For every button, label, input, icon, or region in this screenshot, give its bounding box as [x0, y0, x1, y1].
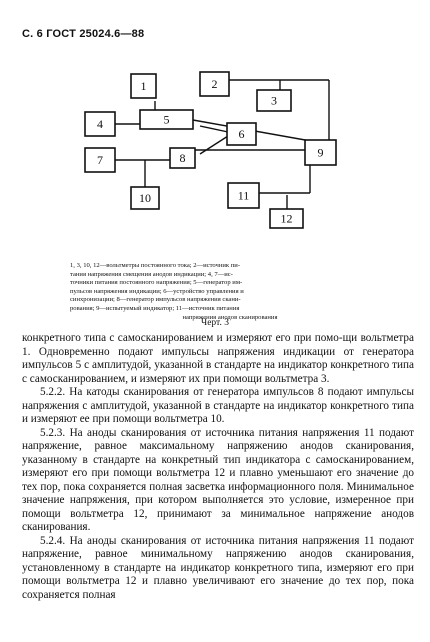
svg-text:6: 6 [238, 127, 245, 141]
paragraph: конкретного типа с самосканированием и измеряют его при помо-щи вольтметра 1. Одновременно подают импульсы напряжения индикации от генератора импульсов 5 с амплитудой, указанной в стандарте на индикатор конкретного типа с самосканированием, и измеряют их при помощи вольтметра 3. [22, 332, 414, 385]
svg-text:3: 3 [271, 93, 277, 108]
svg-text:12: 12 [280, 211, 293, 226]
block-8 [170, 148, 195, 168]
svg-text:8: 8 [179, 151, 186, 165]
block-12 [270, 209, 303, 228]
caption-line: 1, 3, 10, 12—вольтметры постоянного тока; 2—источник пи- [70, 262, 241, 269]
paragraph: 5.2.4. На аноды сканирования от источника питания напряжения 11 подают напряжение, равное минимальному напряжению анодов сканирования, установленному в стандарте на индикатор конкретного типа, измеряют его при помощи вольтметра 12 и плавно увеличивают его значение до тех пор, пока сохраняется полная [22, 534, 414, 601]
paragraph: 5.2.3. На аноды сканирования от источника питания напряжения 11 подают напряжение, равное максимальному напряжению анодов сканирования, указанному в стандарте на конкретный тип индикатора с самосканированием, измеряют его при помощи вольтметра 12 и плавно уменьшают его значение до тех пор, пока сохраняется полная засветка информационного поля. Минимальное значение напряжения, при котором выполняется это условие, измеренное при помощи вольтметра 12, принимают за минимальное напряжение анодов сканирования. [22, 426, 414, 533]
block-5 [140, 110, 193, 129]
svg-text:10: 10 [139, 191, 151, 205]
caption-line: тания напряжения смещения анодов индикации; 4, 7—ис- [70, 270, 233, 278]
block-10 [131, 187, 159, 209]
caption-line: пульсов напряжения индикации; 6—устройство управления и [70, 287, 244, 295]
svg-text:9: 9 [317, 145, 324, 160]
block-11 [228, 183, 259, 208]
caption-line: рования; 9—испытуемый индикатор; 11—источник питания [70, 304, 240, 312]
svg-text:5: 5 [163, 112, 170, 127]
svg-text:2: 2 [211, 77, 218, 91]
caption-line: синхронизации; 8—генератор импульсов напряжения скани- [70, 296, 241, 304]
caption-line: напряжения анодов сканирования [182, 313, 278, 321]
block-7 [85, 148, 115, 172]
page-header: С. 6 ГОСТ 25024.6—88 [22, 28, 145, 40]
figure-title: Черт. 3 [201, 318, 229, 328]
body-text [22, 332, 414, 602]
block-6 [227, 123, 256, 145]
svg-text:4: 4 [97, 117, 103, 131]
block-2 [200, 72, 229, 96]
svg-text:7: 7 [97, 153, 103, 167]
caption-line: точники питания постоянного напряжения; 5—генератор им- [70, 279, 243, 287]
svg-text:1: 1 [140, 79, 147, 93]
paragraph: 5.2.2. На катоды сканирования от генератора импульсов 8 подают импульсы напряжения с амплитудой, указанной в стандарте на индикатор конкретного типа и измеряют ее при помощи вольтметра 10. [22, 386, 414, 425]
block-1 [131, 74, 156, 98]
figure-caption [70, 262, 390, 322]
block-4 [85, 112, 115, 136]
block-diagram [0, 0, 430, 260]
block-9 [305, 140, 336, 165]
block-3 [257, 90, 291, 111]
svg-text:11: 11 [237, 188, 250, 203]
